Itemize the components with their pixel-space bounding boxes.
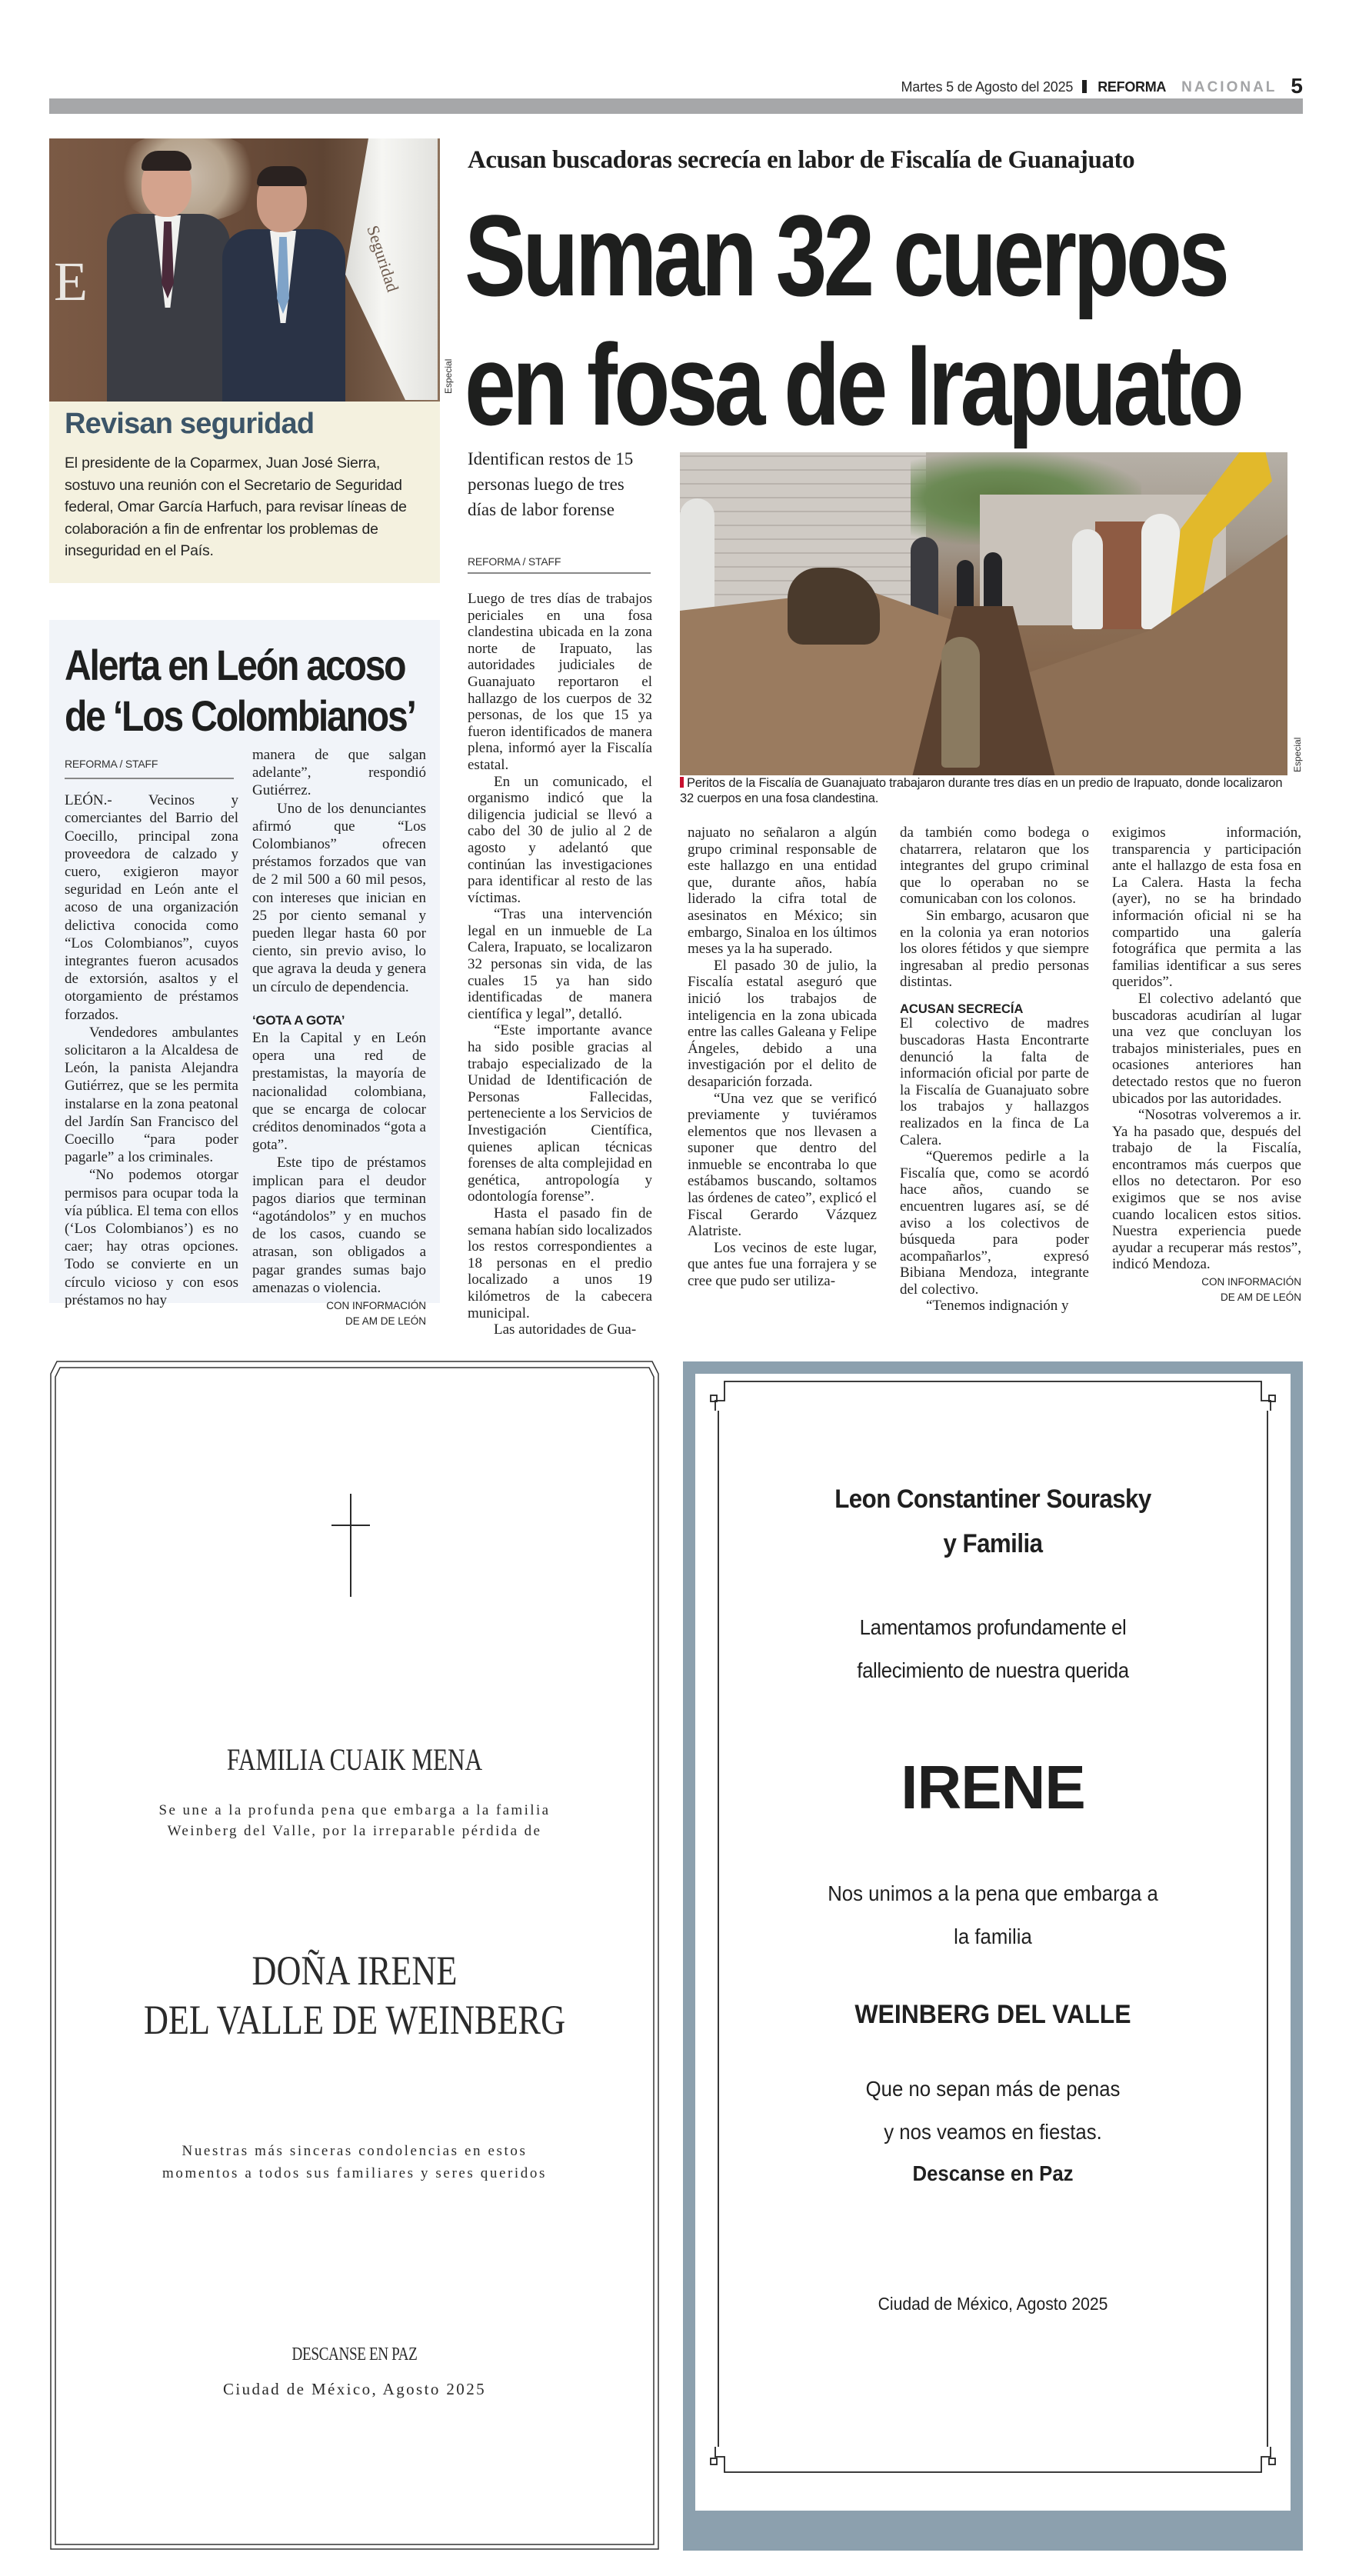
obituary-rest: DESCANSE EN PAZ (291, 2344, 418, 2364)
photo-credit: Especial (443, 358, 454, 394)
folio-separator (1082, 80, 1087, 93)
from-line-1: Leon Constantiner Sourasky (834, 1485, 1151, 1514)
main-photo-caption (680, 775, 1287, 806)
obituary-place-date: Ciudad de México, Agosto 2025 (223, 2380, 486, 2398)
caption-text: Peritos de la Fiscalía de Guanajuato trabajaron durante tres días en un predio de Irapuato, donde localizaron 32 cuerpos en una fosa clandestina. (680, 776, 1283, 805)
from-line-2: y Familia (943, 1529, 1043, 1558)
main-byline-wrap (468, 555, 651, 574)
main-deck: Identifican restos de 15 personas luego de tres días de labor forense (468, 449, 634, 519)
intro-line-1: Se une a la profunda pena que embarga a la familia (158, 1802, 551, 1818)
obituary-rest: Descanse en Paz (912, 2161, 1074, 2185)
page-folio (49, 74, 1303, 98)
main-byline: REFORMA / STAFF (468, 555, 561, 568)
main-kicker: Acusan buscadoras secrecía en labor de Fiscalía de Guanajuato (468, 146, 1135, 174)
paragraph: El colectivo de madres buscadoras Hasta Encontrarte denunció la falta de información oficial por parte de la Fiscalía de Guanajuato sobre los trabajos y hallazgos realizados en la finca de La Calera. (900, 1015, 1089, 1148)
newspaper-brand: REFORMA (1098, 79, 1167, 95)
obituary-from (719, 1477, 1267, 1566)
page-number: 5 (1291, 74, 1303, 98)
condolence-line-2: momentos a todos sus familiares y seres queridos (162, 2165, 547, 2181)
main-column-4 (1112, 825, 1301, 1305)
cross-icon (350, 1494, 351, 1597)
paragraph: Vendedores ambulantes solicitaron a la Alcaldesa de León, la panista Alejandra Gutiérrez, que se les permita instalarse en la zona peatonal del Jardín San Francisco del Coecillo “para poder pagarle” a los criminales. (65, 1024, 238, 1166)
paragraph: “Tras una intervención legal en un inmueble de La Calera, Irapuato, se localizaron 32 personas sin vida, de las cuales 15 ya han sido identificadas de manera científica y legal”, detalló. (468, 906, 652, 1022)
paragraph: Los vecinos de este lugar, que antes fue una forrajera y se cree que pudo ser utiliza- (688, 1239, 877, 1290)
cross-icon-bar (331, 1525, 370, 1526)
paragraph: “Una vez que se verificó previamente y tuviéramos elementos que nos llevasen a suponer que dentro del inmueble se encontraba lo que estábamos buscando, soltamos las órdenes de cateo”, explicó el Fiscal Gerardo Vázquez Alatriste. (688, 1090, 877, 1240)
paragraph: Este tipo de préstamos implican para el deudor pagos diarios que terminan “agotándolos” y en muchos de los casos, cuando se atrasan, son obligados a pagar grandes sumas bajo amenazas o violencia. (252, 1155, 426, 1296)
join-line-2: la familia (954, 1925, 1032, 1948)
leon-column-2 (252, 746, 426, 1329)
obituary-cuaik-mena (49, 1360, 660, 2551)
paragraph: Hasta el pasado fin de semana habían sido localizados los restos correspondientes a 18 personas en el predio localizado a unos 19 kilómetros de la cabecera municipal. (468, 1205, 652, 1321)
deceased-name: IRENE (901, 1753, 1085, 1821)
leon-source (252, 1298, 426, 1329)
main-column-3 (900, 825, 1089, 1315)
paragraph: “Tenemos indignación y (926, 1298, 1069, 1315)
leon-headline-line-1: Alerta en León acoso (65, 641, 405, 689)
flag-text: Seguridad (363, 223, 403, 295)
paragraph: En la Capital y en León opera una red de prestamistas, la mayoría de nacionalidad colombiana, que se encarga de colocar créditos denominados “gota a gota”. (252, 1030, 426, 1154)
header-rule-bar (49, 98, 1303, 114)
obituary-join (719, 1872, 1267, 1958)
main-headline (465, 191, 1241, 449)
source-line-2: DE AM DE LEÓN (1220, 1291, 1301, 1304)
paragraph: El pasado 30 de julio, la Fiscalía estatal aseguró que inició los trabajos de inteligencia en la zona ubicada entre las calles Galeana y Felipe Ángeles, debido a una investigación por el delito de desaparición forzada. (688, 957, 877, 1090)
paragraph: Luego de tres días de trabajos periciales en una fosa clandestina ubicada en la zona norte de Irapuato, las autoridades judiciales de Guanajuato reportaron el hallazgo de los cuerpos de 32 personas, de los que 15 ya fueron identificados de manera plena, informó ayer la Fiscalía estatal. (468, 591, 652, 773)
leon-byline-wrap (65, 755, 234, 779)
main-source (1112, 1275, 1301, 1305)
leon-headline (65, 640, 415, 741)
lament-line-1: Lamentamos profundamente el (859, 1615, 1127, 1639)
leon-headline-line-2: de ‘Los Colombianos’ (65, 691, 415, 740)
paragraph: LEÓN.- Vecinos y comerciantes del Barrio del Coecillo, principal zona proveedora de calzado y cuero, exigieron mayor seguridad en León ante el acoso de una organización delictiva conocida como “Los Colombianos”, cuyos integrantes fueron acusados de extorsión, asaltos y el otorgamiento de préstamos forzados. (65, 792, 238, 1023)
paragraph: El colectivo adelantó que buscadoras acudirían al lugar una vez que concluyan los trabajos ministeriales, pues en ocasiones anteriores han detectado restos que no fueron ubicados por las autoridades. (1112, 990, 1301, 1107)
person-left (107, 154, 234, 402)
paragraph: “Queremos pedirle a la Fiscalía que, como se acordó hace años, cuando se encuentren lugares así, se dé aviso a los colectivos de búsqueda para poder acompañarlos”, expresó Bibiana Mendoza, integrante del colectivo. (900, 1148, 1089, 1298)
wish-line-2: y nos veamos en fiestas. (884, 2120, 1102, 2144)
paragraph: “Este importante avance ha sido posible gracias al trabajo especializado de la Unidad de Identificación de Personas Fallecidas, perteneciente a los Servicios de Investigación Científica, quienes aplican técnicas forenses de alta complejidad en genética, antropología y odontología forense”. (468, 1022, 652, 1205)
section-name: NACIONAL (1181, 79, 1277, 95)
leon-subhead: ‘GOTA A GOTA’ (252, 1012, 345, 1028)
paragraph: exigimos información, transparencia y participación ante el hallazgo de esta fosa en La Calera. Hasta la fecha (ayer), no se ha brindado información oficial ni se ha compartido una galería fotográfica que permita a las familias identificar a sus seres queridos”. (1112, 825, 1301, 991)
excavation-photo (680, 452, 1287, 775)
person-right (222, 169, 345, 402)
photo-caption-box (49, 402, 440, 583)
obituary-constantiner (683, 1361, 1303, 2551)
leon-column-1 (65, 755, 238, 1329)
paragraph: “Nosotras volveremos a ir. Ya ha pasado que, después del trabajo de la Fiscalía, encontramos más cuerpos que ellos no detectaron. Por eso exigimos que se nos avise cuando localicen estos sitios. Nuestra experiencia puede ayudar a recuperar más restos”, indicó Mendoza. (1112, 1107, 1301, 1273)
obituary-place-date: Ciudad de México, Agosto 2025 (878, 2294, 1108, 2314)
paragraph: najuato no señalaron a algún grupo criminal responsable de este hallazgo en una entidad que, durante años, había liderado la cifra total de asesinatos en México; sin embargo, Sinaloa en los últimos meses ya la ha superado. (688, 825, 877, 958)
paragraph: En un comunicado, el organismo indicó que la diligencia judicial se llevó a cabo del 30 de julio al 2 de agosto y adelantó que continúan las investigaciones para identificar al resto de las víctimas. (468, 773, 652, 906)
obituary-from: FAMILIA CUAIK MENA (226, 1742, 483, 1777)
deceased-name (104, 1946, 605, 2044)
leon-article (49, 620, 440, 1328)
source-line-1: CON INFORMACIÓN (1201, 1276, 1301, 1288)
condolence-line-1: Nuestras más sinceras condolencias en estos (182, 2143, 528, 2159)
paragraph: Las autoridades de Gua- (494, 1321, 637, 1338)
main-subhead: ACUSAN SECRECÍA (900, 1001, 1024, 1016)
source-line-2: DE AM DE LEÓN (345, 1315, 426, 1328)
main-column-2 (688, 825, 877, 1290)
main-column-1 (468, 591, 652, 1338)
wall-lettering: E (54, 251, 88, 312)
paragraph: da también como bodega o chatarrera, relataron que los integrantes del grupo criminal que lo operaban no se comunicaban con los colonos. (900, 825, 1089, 908)
caption-headline: Revisan seguridad (65, 408, 315, 440)
name-line-1: DOÑA IRENE (251, 1948, 458, 1994)
wish-line-1: Que no sepan más de penas (865, 2077, 1121, 2101)
paragraph: Sin embargo, acusaron que en la colonia ya eran notorios los olores fétidos y que siempre ingresaban al predio personas distintas. (900, 907, 1089, 991)
join-line-1: Nos unimos a la pena que embarga a (828, 1881, 1158, 1905)
paragraph: “No podemos otorgar permisos para ocupar toda la vía pública. El tema con ellos (‘Los Colombianos’) es no caer; hay otras opciones. Todo se convierte en un círculo vicioso y con esos préstamos no hay (65, 1167, 238, 1308)
intro-line-2: Weinberg del Valle, por la irreparable pérdida de (167, 1823, 542, 1839)
main-photo-credit: Especial (1292, 737, 1303, 772)
leon-columns (65, 747, 426, 1329)
obituary-condolence (49, 2140, 660, 2184)
paragraph: manera de que salgan adelante”, respondió Gutiérrez. (252, 747, 426, 799)
source-line-1: CON INFORMACIÓN (326, 1300, 426, 1312)
obituary-wish (719, 2068, 1267, 2154)
obituary-intro (49, 1800, 660, 1841)
name-line-2: DEL VALLE DE WEINBERG (143, 1997, 566, 2043)
leon-byline: REFORMA / STAFF (65, 758, 158, 770)
main-headline-line-1: Suman 32 cuerpos (465, 191, 1227, 320)
caption-text: El presidente de la Coparmex, Juan José Sierra, sostuvo una reunión con el Secretario de Seguridad federal, Omar García Harfuch, para revisar líneas de colaboración a fin de enfrentar los problemas de inseguridad en el País. (65, 455, 407, 559)
meeting-photo (49, 138, 440, 402)
issue-date: Martes 5 de Agosto del 2025 (901, 79, 1074, 95)
main-headline-line-2: en fosa de Irapuato (465, 320, 1241, 449)
family-name: WEINBERG DEL VALLE (854, 2000, 1131, 2029)
obituary-lament (719, 1606, 1267, 1692)
paragraph: Uno de los denunciantes afirmó que “Los Colombianos” ofrecen préstamos forzados que van de 2 mil 500 a 60 mil pesos, con intereses que inician en 25 por ciento semanal y pueden llegar hasta 60 por ciento, sin previo aviso, lo que agrava la deuda y genera un círculo de dependencia. (252, 800, 426, 995)
lament-line-2: fallecimiento de nuestra querida (857, 1658, 1129, 1682)
caption-marker (680, 777, 684, 788)
